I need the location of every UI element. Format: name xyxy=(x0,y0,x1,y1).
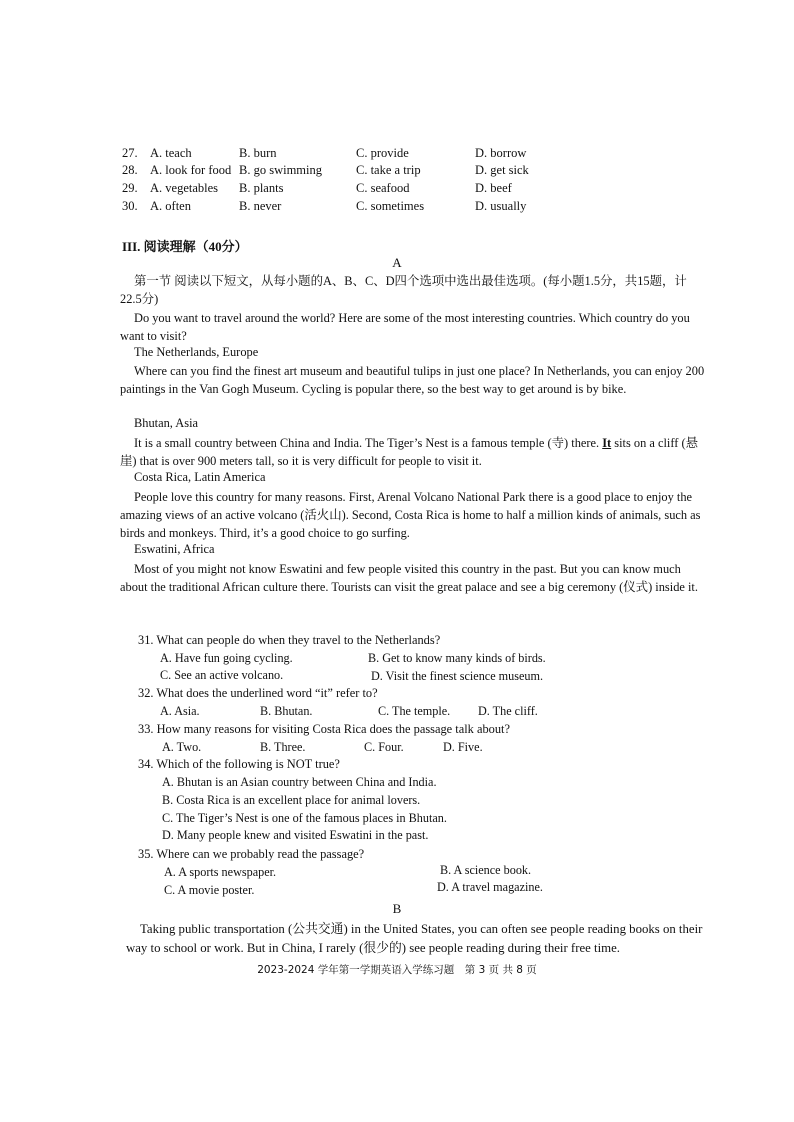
option-d: D. Visit the finest science museum. xyxy=(371,669,544,683)
option-d: D. get sick xyxy=(475,163,529,177)
option-d: D. The cliff. xyxy=(478,704,538,718)
option-d: D. usually xyxy=(475,199,527,213)
option-a: A. vegetables xyxy=(150,181,219,195)
option-b: B. plants xyxy=(239,181,284,195)
paragraph-text: It is a small country between China and India. The Tiger’s Nest is a famous temple (寺) there. xyxy=(134,436,603,450)
passage-heading: The Netherlands, Europe xyxy=(134,345,259,359)
question-stem: 35. Where can we probably read the passage? xyxy=(138,847,365,861)
option-d: D. Five. xyxy=(443,740,483,754)
question-number: 27. xyxy=(122,146,138,160)
option-a: A. Two. xyxy=(162,740,202,754)
paragraph-text: sits on a cliff (悬崖) that is over 900 meters tall, so it is very difficult for people to visit it. xyxy=(120,436,699,468)
part-b-paragraph: Taking public transportation (公共交通) in the United States, you can often see people reading books on their way to school or work. But in China, I rarely (很少的) see people reading during their free time. xyxy=(126,922,703,955)
option-c: C. Four. xyxy=(364,740,404,754)
option-b: B. go swimming xyxy=(239,163,322,177)
page-footer: 2023-2024 学年第一学期英语入学练习题 第 3 页 共 8 页 xyxy=(257,964,537,976)
option-b: B. A science book. xyxy=(440,863,532,877)
passage-paragraph: Most of you might not know Eswatini and few people visited this country in the past. But you can know much about the traditional African culture there. Tourists can visit the great palace and see a big ceremony (仪式) inside it. xyxy=(120,562,698,594)
passage-paragraph: People love this country for many reasons. First, Arenal Volcano National Park there is a good place to enjoy the amazing views of an active volcano (活火山). Second, Costa Rica is home to half a million kinds of animals, such as birds and monkeys. Third, it’s a good choice to go surfing. xyxy=(120,490,701,540)
option-a: A. Asia. xyxy=(160,704,200,718)
option-a: A. often xyxy=(150,199,191,213)
option-a: A. Bhutan is an Asian country between China and India. xyxy=(162,775,437,789)
passage-paragraph xyxy=(120,434,708,470)
passage-heading: Eswatini, Africa xyxy=(134,542,215,556)
instruction: 第一节 阅读以下短文，从每小题的A、B、C、D四个选项中选出最佳选项。(每小题1.5分，共15题，计22.5分) xyxy=(120,274,687,306)
question-stem: 34. Which of the following is NOT true? xyxy=(138,757,340,771)
option-b: B. burn xyxy=(239,146,277,160)
question-stem: 31. What can people do when they travel to the Netherlands? xyxy=(138,633,441,647)
option-d: D. A travel magazine. xyxy=(437,880,543,894)
option-b: B. Bhutan. xyxy=(260,704,313,718)
option-b: B. Three. xyxy=(260,740,306,754)
part-b-label: B xyxy=(392,901,402,916)
option-d: D. beef xyxy=(475,181,512,195)
option-b: B. Get to know many kinds of birds. xyxy=(368,651,546,665)
passage-paragraph: Where can you find the finest art museum and beautiful tulips in just one place? In Netherlands, you can enjoy 200 paintings in the Van Gogh Museum. Cycling is popular there, so the best way to get around is by bike. xyxy=(120,364,705,396)
option-a: A. A sports newspaper. xyxy=(164,865,277,879)
option-c: C. The temple. xyxy=(378,704,451,718)
passage-heading: Bhutan, Asia xyxy=(134,416,199,430)
question-number: 29. xyxy=(122,181,138,195)
passage-intro: Do you want to travel around the world? Here are some of the most interesting countries. Which country do you want to visit? xyxy=(120,311,690,343)
option-b: B. Costa Rica is an excellent place for animal lovers. xyxy=(162,793,421,807)
underlined-word: It xyxy=(602,436,612,450)
option-d: D. Many people knew and visited Eswatini in the past. xyxy=(162,828,429,842)
option-a: A. look for food xyxy=(150,163,232,177)
option-c: C. A movie poster. xyxy=(164,883,255,897)
question-stem: 33. How many reasons for visiting Costa Rica does the passage talk about? xyxy=(138,722,510,736)
question-stem: 32. What does the underlined word “it” refer to? xyxy=(138,686,378,700)
passage-heading: Costa Rica, Latin America xyxy=(134,470,266,484)
option-b: B. never xyxy=(239,199,282,213)
option-c: C. The Tiger’s Nest is one of the famous places in Bhutan. xyxy=(162,811,447,825)
option-d: D. borrow xyxy=(475,146,527,160)
option-a: A. Have fun going cycling. xyxy=(160,651,293,665)
question-number: 30. xyxy=(122,199,138,213)
option-c: C. seafood xyxy=(356,181,410,195)
section-title: III. 阅读理解（40分） xyxy=(122,239,248,254)
option-c: C. See an active volcano. xyxy=(160,668,284,682)
option-c: C. provide xyxy=(356,146,409,160)
option-a: A. teach xyxy=(150,146,192,160)
question-number: 28. xyxy=(122,163,138,177)
part-a-label: A xyxy=(392,255,402,270)
option-c: C. sometimes xyxy=(356,199,425,213)
option-c: C. take a trip xyxy=(356,163,421,177)
